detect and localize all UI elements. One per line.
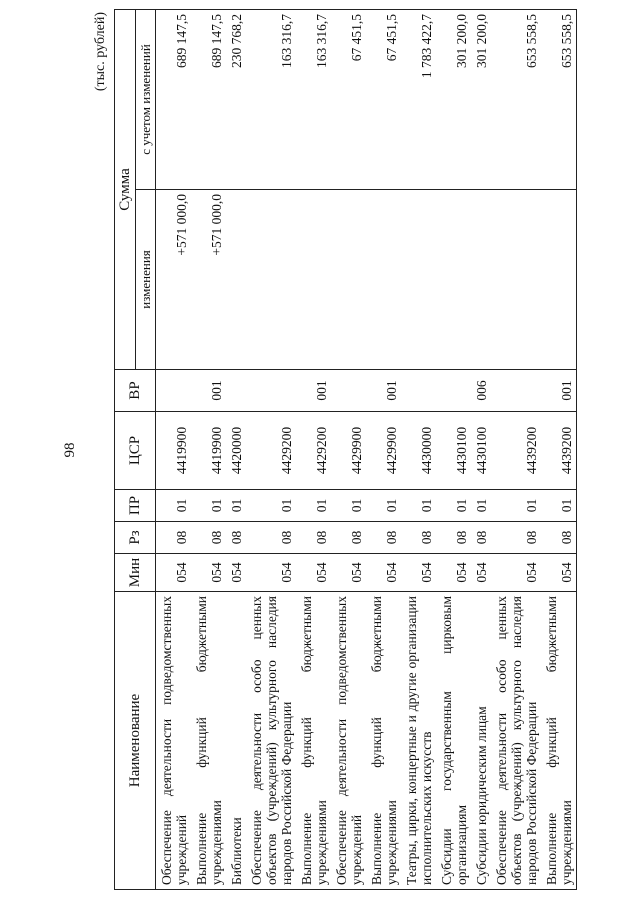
row-pr: 01 xyxy=(401,490,436,522)
row-pr: 01 xyxy=(191,490,226,522)
row-vr: 001 xyxy=(366,370,401,412)
row-vr xyxy=(401,370,436,412)
page-number: 98 xyxy=(62,442,78,458)
row-csr: 4429900 xyxy=(331,412,366,490)
row-rz: 08 xyxy=(296,522,331,554)
row-pr: 01 xyxy=(471,490,491,522)
row-changes xyxy=(246,190,296,370)
table-row xyxy=(541,9,577,889)
header-pr: ПР xyxy=(115,490,156,522)
row-total: 1 783 422,7 xyxy=(401,9,436,189)
row-csr: 4419900 xyxy=(191,412,226,490)
row-rz: 08 xyxy=(366,522,401,554)
table-body xyxy=(156,9,577,889)
row-total: 301 200,0 xyxy=(471,9,491,189)
row-changes xyxy=(541,190,577,370)
row-min: 054 xyxy=(366,554,401,592)
row-csr: 4430000 xyxy=(401,412,436,490)
row-csr: 4429900 xyxy=(366,412,401,490)
row-csr: 4429200 xyxy=(296,412,331,490)
header-changes: изменения xyxy=(136,190,156,370)
row-changes xyxy=(491,190,541,370)
row-total: 163 316,7 xyxy=(246,9,296,189)
table-row xyxy=(436,9,471,889)
row-total: 67 451,5 xyxy=(366,9,401,189)
row-total: 67 451,5 xyxy=(331,9,366,189)
row-changes xyxy=(296,190,331,370)
row-rz: 08 xyxy=(191,522,226,554)
table-row xyxy=(246,9,296,889)
row-min: 054 xyxy=(246,554,296,592)
row-name: Обеспечение деятельности особо ценных объектов (учреждений) культурного наследия народов Российской Федерации xyxy=(246,592,296,890)
rotated-page xyxy=(60,10,620,890)
row-vr xyxy=(226,370,246,412)
header-name: Наименование xyxy=(115,592,156,890)
header-with-changes: с учетом изменений xyxy=(136,9,156,189)
row-changes xyxy=(471,190,491,370)
header-vr: ВР xyxy=(115,370,156,412)
row-pr: 01 xyxy=(436,490,471,522)
row-csr: 4439200 xyxy=(541,412,577,490)
table-row xyxy=(491,9,541,889)
row-min: 054 xyxy=(541,554,577,592)
row-total: 653 558,5 xyxy=(491,9,541,189)
row-min: 054 xyxy=(156,554,192,592)
row-csr: 4430100 xyxy=(471,412,491,490)
units-note: (тыс. рублей) xyxy=(93,12,108,92)
row-name: Обеспечение деятельности особо ценных объектов (учреждений) культурного наследия народов Российской Федерации xyxy=(491,592,541,890)
row-csr: 4430100 xyxy=(436,412,471,490)
table-row xyxy=(156,9,192,889)
row-changes: +571 000,0 xyxy=(156,190,192,370)
row-min: 054 xyxy=(436,554,471,592)
row-name: Театры, цирки, концертные и другие организации исполнительских искусств xyxy=(401,592,436,890)
row-total: 301 200,0 xyxy=(436,9,471,189)
row-rz: 08 xyxy=(471,522,491,554)
row-pr: 01 xyxy=(331,490,366,522)
row-total: 689 147,5 xyxy=(156,9,192,189)
row-rz: 08 xyxy=(156,522,192,554)
row-vr: 006 xyxy=(471,370,491,412)
table-row xyxy=(191,9,226,889)
row-total: 230 768,2 xyxy=(226,9,246,189)
row-changes xyxy=(436,190,471,370)
table-row xyxy=(401,9,436,889)
row-vr xyxy=(156,370,192,412)
row-changes xyxy=(226,190,246,370)
row-min: 054 xyxy=(491,554,541,592)
row-name: Обеспечение деятельности подведомственных учреждений xyxy=(331,592,366,890)
row-vr: 001 xyxy=(541,370,577,412)
row-name: Библиотеки xyxy=(226,592,246,890)
header-row-top xyxy=(115,9,136,889)
row-min: 054 xyxy=(401,554,436,592)
row-csr: 4429200 xyxy=(246,412,296,490)
row-rz: 08 xyxy=(226,522,246,554)
row-name: Выполнение функций бюджетными учреждениями xyxy=(296,592,331,890)
row-name: Обеспечение деятельности подведомственных учреждений xyxy=(156,592,192,890)
row-vr: 001 xyxy=(191,370,226,412)
header-rz: Рз xyxy=(115,522,156,554)
row-vr xyxy=(436,370,471,412)
row-name: Субсидии государственным цирковым организациям xyxy=(436,592,471,890)
header-sum: Сумма xyxy=(115,9,136,369)
row-name: Субсидии юридическим лицам xyxy=(471,592,491,890)
budget-table xyxy=(114,9,577,890)
row-csr: 4419900 xyxy=(156,412,192,490)
row-rz: 08 xyxy=(541,522,577,554)
header-csr: ЦСР xyxy=(115,412,156,490)
row-csr: 4420000 xyxy=(226,412,246,490)
row-rz: 08 xyxy=(401,522,436,554)
row-vr xyxy=(246,370,296,412)
row-name: Выполнение функций бюджетными учреждениями xyxy=(541,592,577,890)
table-row xyxy=(471,9,491,889)
row-pr: 01 xyxy=(246,490,296,522)
row-vr xyxy=(491,370,541,412)
row-min: 054 xyxy=(331,554,366,592)
row-name: Выполнение функций бюджетными учреждениями xyxy=(191,592,226,890)
row-min: 054 xyxy=(471,554,491,592)
row-csr: 4439200 xyxy=(491,412,541,490)
row-total: 163 316,7 xyxy=(296,9,331,189)
row-min: 054 xyxy=(191,554,226,592)
header-min: Мин xyxy=(115,554,156,592)
row-min: 054 xyxy=(296,554,331,592)
row-rz: 08 xyxy=(331,522,366,554)
row-changes xyxy=(401,190,436,370)
table-row xyxy=(366,9,401,889)
row-changes xyxy=(366,190,401,370)
row-rz: 08 xyxy=(246,522,296,554)
row-rz: 08 xyxy=(436,522,471,554)
row-total: 653 558,5 xyxy=(541,9,577,189)
row-vr: 001 xyxy=(296,370,331,412)
table-row xyxy=(296,9,331,889)
table-row xyxy=(226,9,246,889)
row-pr: 01 xyxy=(226,490,246,522)
table-row xyxy=(331,9,366,889)
row-changes xyxy=(331,190,366,370)
row-rz: 08 xyxy=(491,522,541,554)
row-total: 689 147,5 xyxy=(191,9,226,189)
row-pr: 01 xyxy=(491,490,541,522)
row-changes: +571 000,0 xyxy=(191,190,226,370)
row-pr: 01 xyxy=(296,490,331,522)
row-pr: 01 xyxy=(366,490,401,522)
row-vr xyxy=(331,370,366,412)
row-pr: 01 xyxy=(541,490,577,522)
row-pr: 01 xyxy=(156,490,192,522)
row-min: 054 xyxy=(226,554,246,592)
row-name: Выполнение функций бюджетными учреждениями xyxy=(366,592,401,890)
